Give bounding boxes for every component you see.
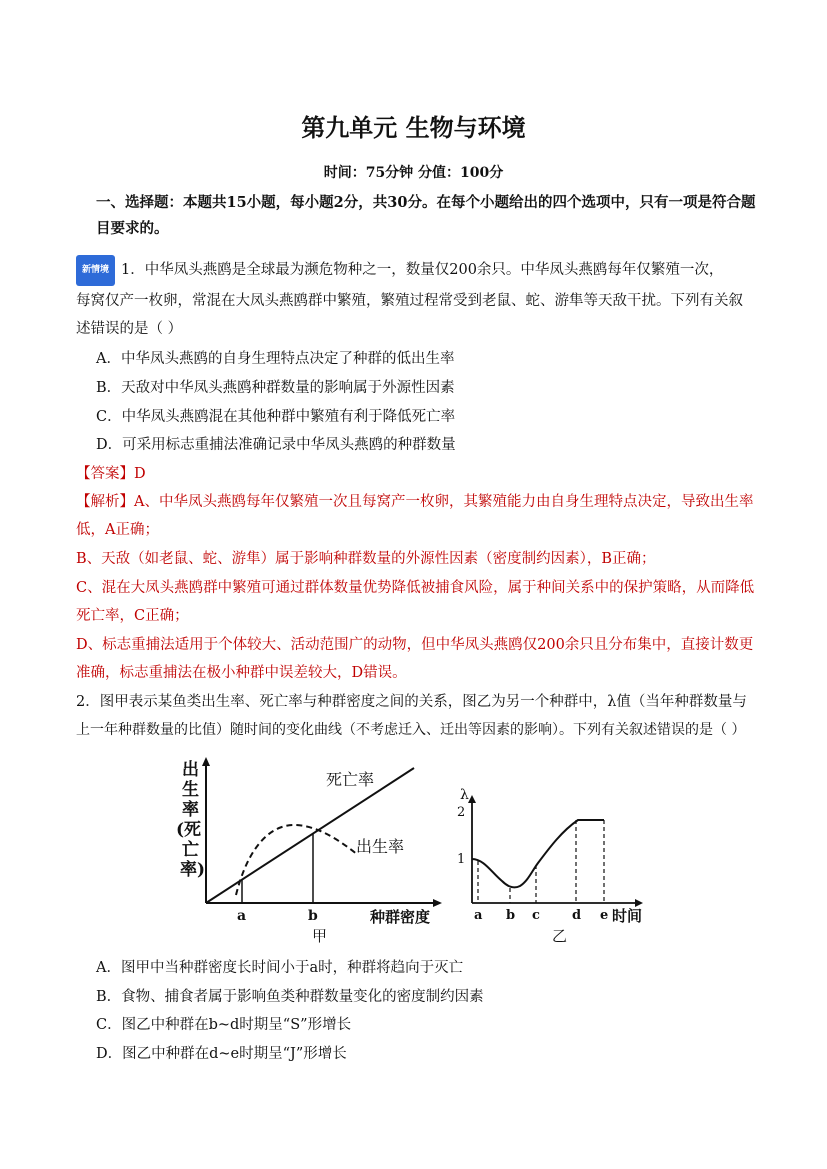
q1-option-a: A．中华凤头燕鸥的自身生理特点决定了种群的低出生率: [96, 351, 455, 367]
q1-option-c: C．中华凤头燕鸥混在其他种群中繁殖有利于降低死亡率: [96, 409, 456, 425]
birth-rate-curve: [236, 825, 358, 895]
jia-y-arrow: [202, 757, 210, 766]
jia-x-arrow: [433, 899, 442, 907]
q1-analysis-line7: 准确，标志重捕法在极小种群中误差较大，D错误。: [76, 665, 407, 681]
exam-meta: 时间：75分钟 分值：100分: [323, 165, 504, 181]
death-rate-label: 死亡率: [326, 770, 375, 789]
yi-y-label: λ: [460, 787, 469, 803]
yi-xtick-a: a: [474, 908, 483, 923]
q1-analysis-line3: B、天敌（如老鼠、蛇、游隼）属于影响种群数量的外源性因素（密度制约因素），B正确；: [76, 551, 656, 567]
death-rate-line: [206, 768, 414, 903]
figure-yi: [454, 785, 654, 945]
q2-option-d: D．图乙中种群在d~e时期呈“J”形增长: [96, 1046, 347, 1062]
jia-y-label-4: (死: [176, 820, 202, 840]
jia-y-label-5: 亡: [182, 840, 199, 860]
birth-rate-label: 出生率: [356, 837, 405, 856]
q1-stem-line2: 每窝仅产一枚卵，常混在大凤头燕鸥群中繁殖，繁殖过程常受到老鼠、蛇、游隼等天敌干扰。下列有关叙: [76, 293, 743, 309]
q2-stem-line2: 上一年种群数量的比值）随时间的变化曲线（不考虑迁入、迁出等因素的影响）。下列有关叙述错误的是（ ）: [76, 722, 746, 738]
q2-option-a: A．图甲中当种群密度长时间小于a时，种群将趋向于灭亡: [96, 960, 464, 976]
q2-option-b: B．食物、捕食者属于影响鱼类种群数量变化的密度制约因素: [96, 989, 484, 1005]
q1-stem-line1: [76, 255, 756, 286]
jia-tick-a: a: [237, 908, 247, 924]
q1-answer: 【答案】D: [76, 466, 146, 482]
q2-stem-line1: 2．图甲表示某鱼类出生率、死亡率与种群密度之间的关系，图乙为另一个种群中，λ值（当年种群数量与: [76, 694, 747, 710]
q1-analysis-line6: D、标志重捕法适用于个体较大、活动范围广的动物，但中华凤头燕鸥仅200余只且分布集中，直接计数更: [76, 637, 754, 653]
q1-option-d: D．可采用标志重捕法准确记录中华凤头燕鸥的种群数量: [96, 437, 456, 453]
jia-x-label: 种群密度: [370, 908, 431, 926]
section-heading: 一、选择题：本题共15小题，每小题2分，共30分。在每个小题给出的四个选项中，只有一项是符合题目要求的。: [96, 194, 756, 237]
yi-xtick-d: d: [572, 908, 582, 923]
jia-caption: 甲: [312, 927, 328, 945]
yi-x-label: 时间: [612, 907, 643, 925]
yi-tick-1: 1: [457, 852, 466, 867]
new-context-badge: 新情境: [76, 255, 115, 286]
q2-option-c: C．图乙中种群在b~d时期呈“S”形增长: [96, 1017, 352, 1033]
yi-x-arrow: [635, 899, 643, 907]
jia-y-label-2: 生: [182, 780, 199, 800]
q1-stem-text1: 1．中华凤头燕鸥是全球最为濒危物种之一，数量仅200余只。中华凤头燕鸥每年仅繁殖一次，: [121, 262, 724, 278]
q1-analysis-line2: 低，A正确；: [76, 522, 159, 538]
q1-stem-line3: 述错误的是（ ）: [76, 321, 183, 337]
yi-tick-2: 2: [457, 805, 466, 820]
figure-jia: [170, 755, 455, 945]
yi-xtick-c: c: [532, 908, 540, 923]
jia-y-label-3: 率: [182, 800, 199, 820]
q1-analysis-line4: C、混在大凤头燕鸥群中繁殖可通过群体数量优势降低被捕食风险，属于种间关系中的保护策略，从而降低: [76, 580, 755, 596]
yi-xtick-b: b: [506, 908, 516, 923]
q1-option-b: B．天敌对中华凤头燕鸥种群数量的影响属于外源性因素: [96, 380, 455, 396]
yi-y-arrow: [468, 795, 476, 803]
yi-xtick-e: e: [600, 908, 609, 923]
jia-y-label-6: 率): [180, 860, 206, 880]
jia-tick-b: b: [308, 908, 318, 924]
lambda-curve: [472, 820, 604, 887]
yi-caption: 乙: [552, 927, 568, 945]
jia-y-label-1: 出: [182, 760, 199, 780]
page-title: 第九单元 生物与环境: [301, 114, 526, 142]
q1-analysis-line5: 死亡率，C正确；: [76, 608, 189, 624]
q1-analysis-line1: 【解析】A、中华凤头燕鸥每年仅繁殖一次且每窝产一枚卵，其繁殖能力由自身生理特点决定，导致出生率: [76, 494, 754, 510]
